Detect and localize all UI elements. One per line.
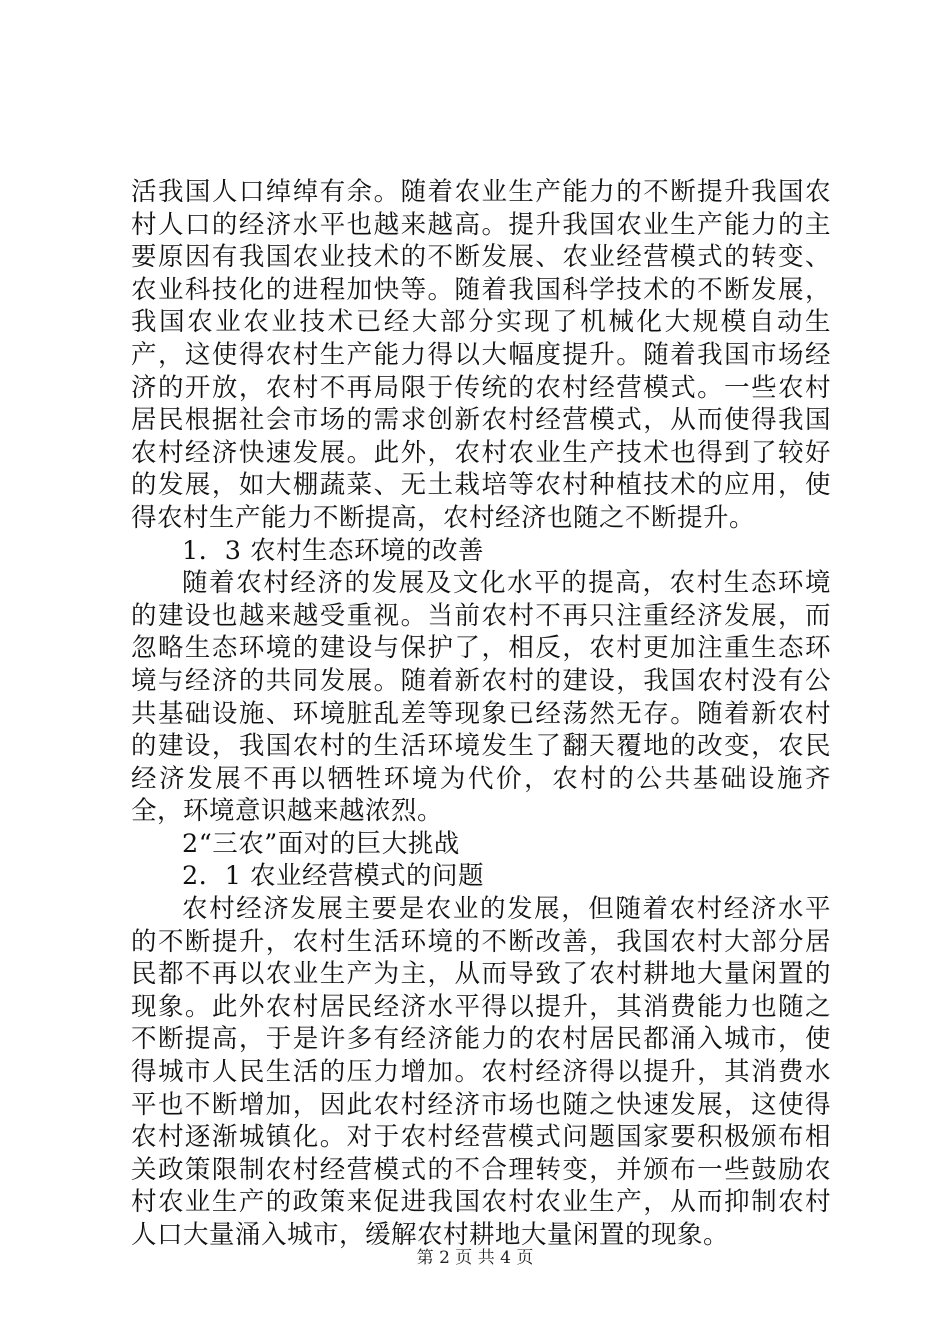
section-heading-2: 2“三农”面对的巨大挑战 — [182, 828, 460, 859]
document-body — [131, 176, 831, 1252]
section-heading-1-3: 1．3 农村生态环境的改善 — [182, 535, 485, 566]
section-heading-2-1: 2．1 农业经营模式的问题 — [182, 861, 485, 892]
body-paragraph: 随着农村经济的发展及文化水平的提高，农村生态环境的建设也越来越受重视。当前农村不再只注重经济发展，而忽略生态环境的建设与保护了，相反，农村更加注重生态环境与经济的共同发展。随着新农村的建设，我国农村没有公共基础设施、环境脏乱差等现象已经荡然无存。随着新农村的建设，我国农村的生活环境发生了翻天覆地的改变，农民经济发展不再以牺牲环境为代价，农村的公共基础设施齐全，环境意识越来越浓烈。 — [131, 568, 831, 827]
body-paragraph: 农村经济发展主要是农业的发展，但随着农村经济水平的不断提升，农村生活环境的不断改善，我国农村大部分居民都不再以农业生产为主，从而导致了农村耕地大量闲置的现象。此外农村居民经济水平得以提升，其消费能力也随之不断提高，于是许多有经济能力的农村居民都涌入城市，使得城市人民生活的压力增加。农村经济得以提升，其消费水平也不断增加，因此农村经济市场也随之快速发展，这使得农村逐渐城镇化。对于农村经营模式问题国家要积极颁布相关政策限制农村经营模式的不合理转变，并颁布一些鼓励农村农业生产的政策来促进我国农村农业生产，从而抑制农村人口大量涌入城市，缓解农村耕地大量闲置的现象。 — [131, 894, 831, 1250]
page-number-footer: 第 2 页 共 4 页 — [416, 1248, 534, 1268]
body-paragraph: 活我国人口绰绰有余。随着农业生产能力的不断提升我国农村人口的经济水平也越来越高。提升我国农业生产能力的主要原因有我国农业技术的不断发展、农业经营模式的转变、农业科技化的进程加快等。随着我国科学技术的不断发展，我国农业农业技术已经大部分实现了机械化大规模自动生产，这使得农村生产能力得以大幅度提升。随着我国市场经济的开放，农村不再局限于传统的农村经营模式。一些农村居民根据社会市场的需求创新农村经营模式，从而使得我国农村经济快速发展。此外，农村农业生产技术也得到了较好的发展，如大棚蔬菜、无土栽培等农村种植技术的应用，使得农村生产能力不断提高，农村经济也随之不断提升。 — [131, 177, 831, 533]
